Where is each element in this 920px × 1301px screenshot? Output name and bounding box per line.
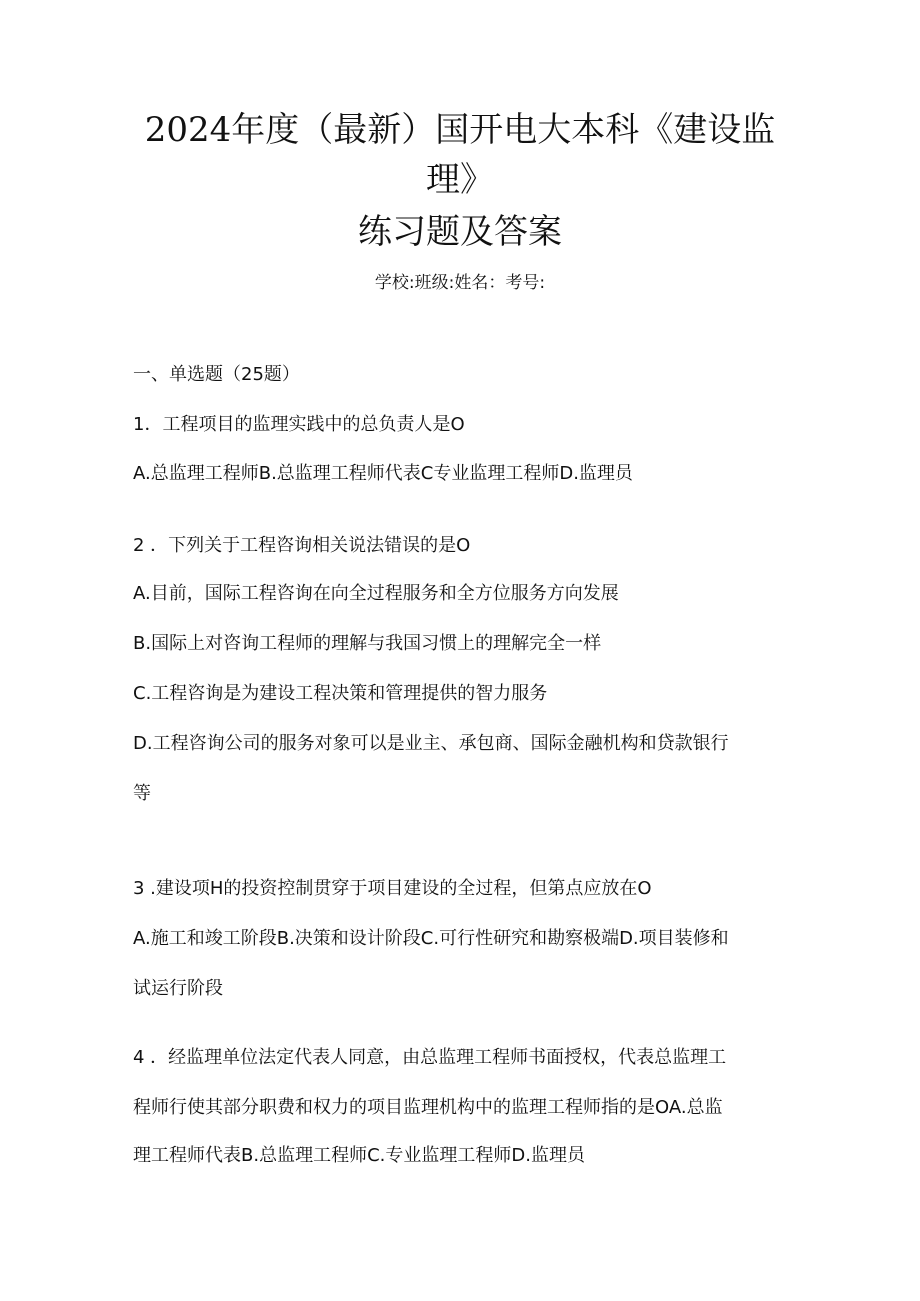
student-info-line: 学校:班级:姓名：考号:: [374, 273, 546, 293]
question-2-option-a: A.目前，国际工程咨询在向全过程服务和全方位服务方向发展: [133, 583, 619, 604]
question-1-stem: 1．工程项目的监理实践中的总负责人是O: [133, 414, 465, 435]
title-line-1: 2024年度（最新）国开电大本科《建设监: [144, 110, 776, 150]
question-3-stem: 3 .建设项H的投资控制贯穿于项目建设的全过程，但第点应放在O: [133, 878, 652, 899]
document-title: [130, 105, 790, 257]
question-3-options-line-2: 试运行阶段: [133, 978, 223, 999]
title-line-2: 理》: [426, 160, 494, 200]
question-3-options-line-1: A.施工和竣工阶段B.决策和设计阶段C.可行性研究和勘察极端D.项目装修和: [133, 928, 729, 949]
question-4-stem-line-3: 理工程师代表B.总监理工程师C.专业监理工程师D.监理员: [133, 1145, 585, 1166]
document-subtitle: 练习题及答案: [358, 212, 562, 252]
question-4-stem-line-1: 4 ．经监理单位法定代表人同意，由总监理工程师书面授权，代表总监理工: [133, 1047, 727, 1068]
question-2-option-b: B.国际上对咨询工程师的理解与我国习惯上的理解完全一样: [133, 633, 602, 654]
question-2-option-d-line-1: D.工程咨询公司的服务对象可以是业主、承包商、国际金融机构和贷款银行: [133, 733, 729, 754]
question-2-option-c: C.工程咨询是为建设工程决策和管理提供的智力服务: [133, 683, 548, 704]
question-2-stem: 2 ．下列关于工程咨询相关说法错误的是O: [133, 535, 471, 556]
question-2-option-d-line-2: 等: [133, 783, 151, 804]
question-4-stem-line-2: 程师行使其部分职费和权力的项目监理机构中的监理工程师指的是OA.总监: [133, 1097, 723, 1118]
section-heading: 一、单选题（25题）: [133, 364, 300, 385]
question-1-options: A.总监理工程师B.总监理工程师代表C专业监理工程师D.监理员: [133, 463, 633, 484]
